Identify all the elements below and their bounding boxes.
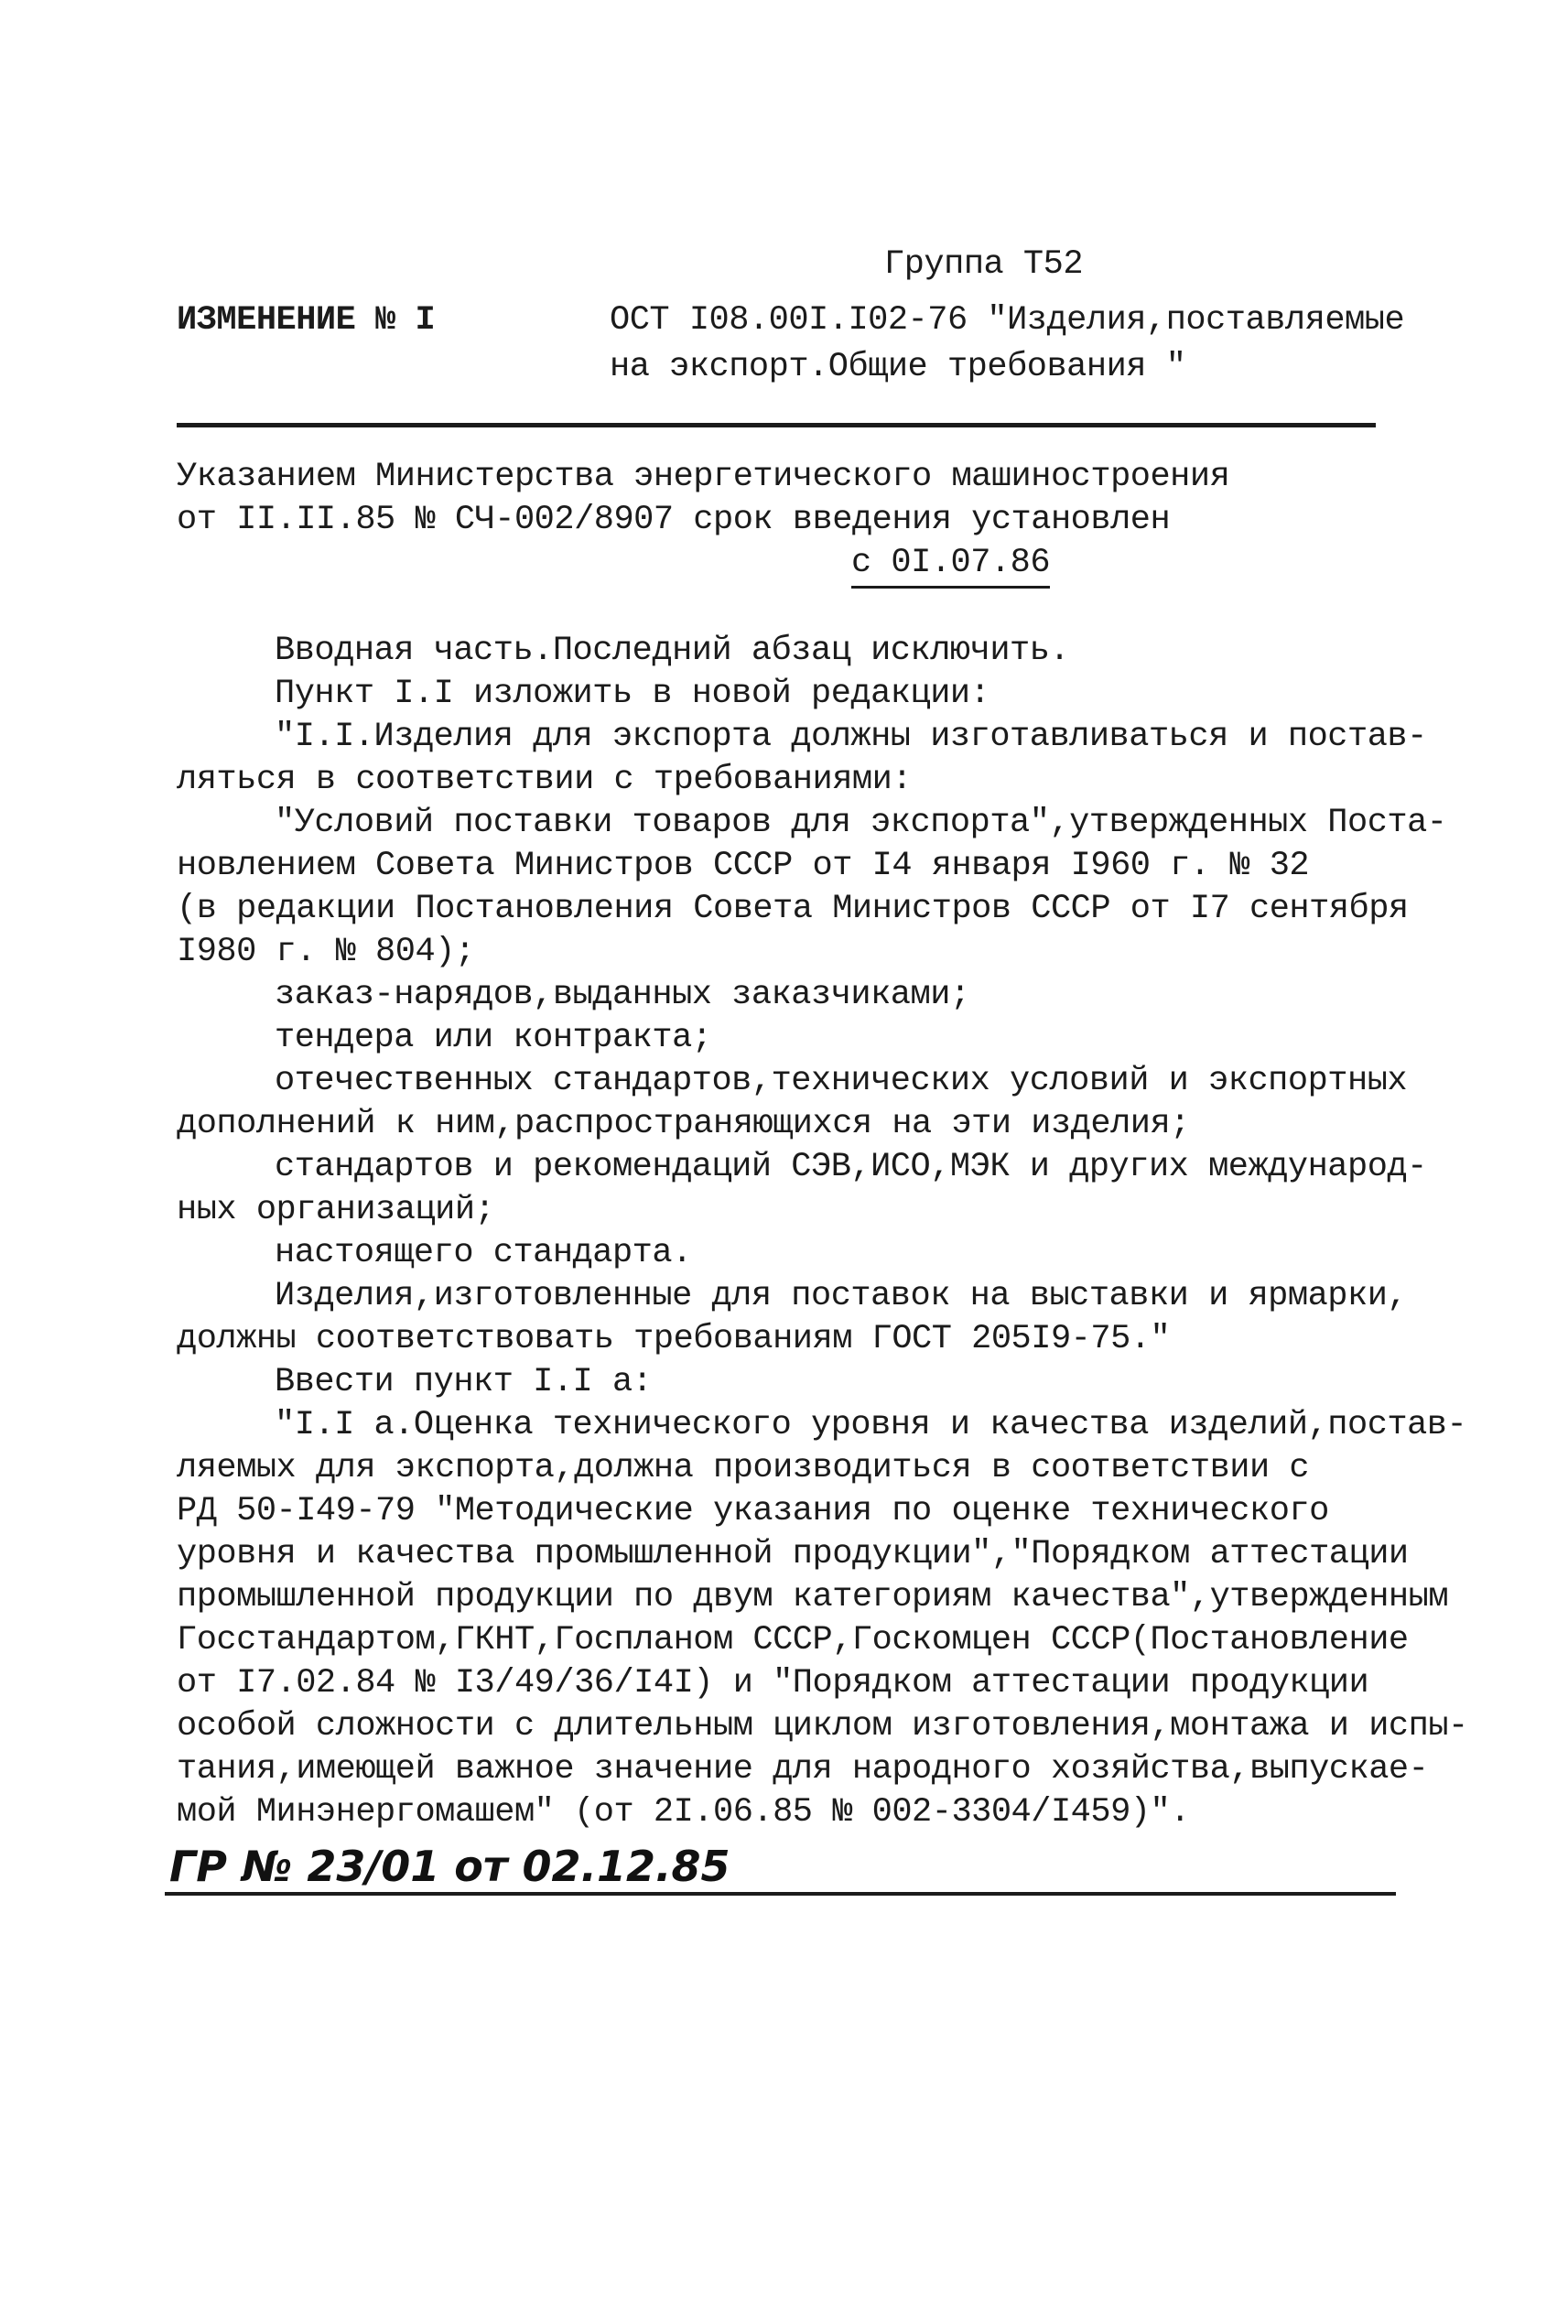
body-line-2: Пункт I.I изложить в новой редакции:	[275, 675, 990, 713]
body-line-19: "I.I а.Оценка технического уровня и качества изделий,постав-	[275, 1406, 1467, 1444]
body-line-6: новлением Совета Министров СССР от I4 января I960 г. № 32	[177, 847, 1310, 885]
body-line-26: особой сложности с длительным циклом изготовления,монтажа и испы-	[177, 1707, 1468, 1746]
body-line-24: Госстандартом,ГКНТ,Госпланом СССР,Госкомцен СССР(Постановление	[177, 1621, 1409, 1659]
decree-line-1: Указанием Министерства энергетического машиностроения	[177, 458, 1230, 496]
body-line-21: РД 50-I49-79 "Методические указания по оценке технического	[177, 1492, 1329, 1530]
change-number: ИЗМЕНЕНИЕ № I	[177, 301, 436, 340]
body-line-9: заказ-нарядов,выданных заказчиками;	[275, 976, 970, 1014]
group-label: Группа Т52	[884, 245, 1084, 284]
body-line-20: ляемых для экспорта,должна производиться в соответствии с	[177, 1449, 1310, 1487]
handwritten-registration: ГР № 23/01 от 02.12.85	[169, 1842, 730, 1891]
body-line-27: тания,имеющей важное значение для народного хозяйства,выпускае-	[177, 1750, 1429, 1789]
body-line-13: стандартов и рекомендаций СЭВ,ИСО,МЭК и других международ-	[275, 1148, 1427, 1186]
body-line-18: Ввести пункт I.I а:	[275, 1363, 653, 1401]
effective-date: с 0I.07.86	[851, 542, 1050, 589]
standard-title-line-1: ОСТ I08.00I.I02-76 "Изделия,поставляемые	[610, 301, 1405, 340]
body-line-14: ных организаций;	[177, 1191, 495, 1229]
footer-divider	[165, 1892, 1396, 1896]
body-line-23: промышленной продукции по двум категориям качества",утвержденным	[177, 1578, 1449, 1616]
body-line-3: "I.I.Изделия для экспорта должны изготавливаться и постав-	[275, 718, 1427, 756]
body-line-15: настоящего стандарта.	[275, 1234, 692, 1272]
body-line-5: "Условий поставки товаров для экспорта",утвержденных Поста-	[275, 804, 1447, 842]
decree-line-2: от II.II.85 № СЧ-002/8907 срок введения установлен	[177, 501, 1171, 539]
body-line-25: от I7.02.84 № I3/49/36/I4I) и "Порядком аттестации продукции	[177, 1664, 1369, 1702]
body-line-4: ляться в соответствии с требованиями:	[177, 761, 913, 799]
body-line-1: Вводная часть.Последний абзац исключить.	[275, 632, 1070, 670]
standard-title-line-2: на экспорт.Общие требования "	[610, 348, 1186, 386]
body-line-8: I980 г. № 804);	[177, 933, 475, 971]
header-divider	[177, 423, 1376, 427]
body-line-16: Изделия,изготовленные для поставок на выставки и ярмарки,	[275, 1277, 1408, 1315]
body-line-28: мой Минэнергомашем" (от 2I.06.85 № 002-3304/I459)".	[177, 1793, 1190, 1832]
body-line-12: дополнений к ним,распространяющихся на эти изделия;	[177, 1105, 1190, 1143]
body-line-17: должны соответствовать требованиям ГОСТ 205I9-75."	[177, 1320, 1171, 1358]
body-line-11: отечественных стандартов,технических условий и экспортных	[275, 1062, 1408, 1100]
body-line-22: уровня и качества промышленной продукции","Порядком аттестации	[177, 1535, 1409, 1573]
body-line-7: (в редакции Постановления Совета Министров СССР от I7 сентября	[177, 890, 1409, 928]
body-line-10: тендера или контракта;	[275, 1019, 712, 1057]
